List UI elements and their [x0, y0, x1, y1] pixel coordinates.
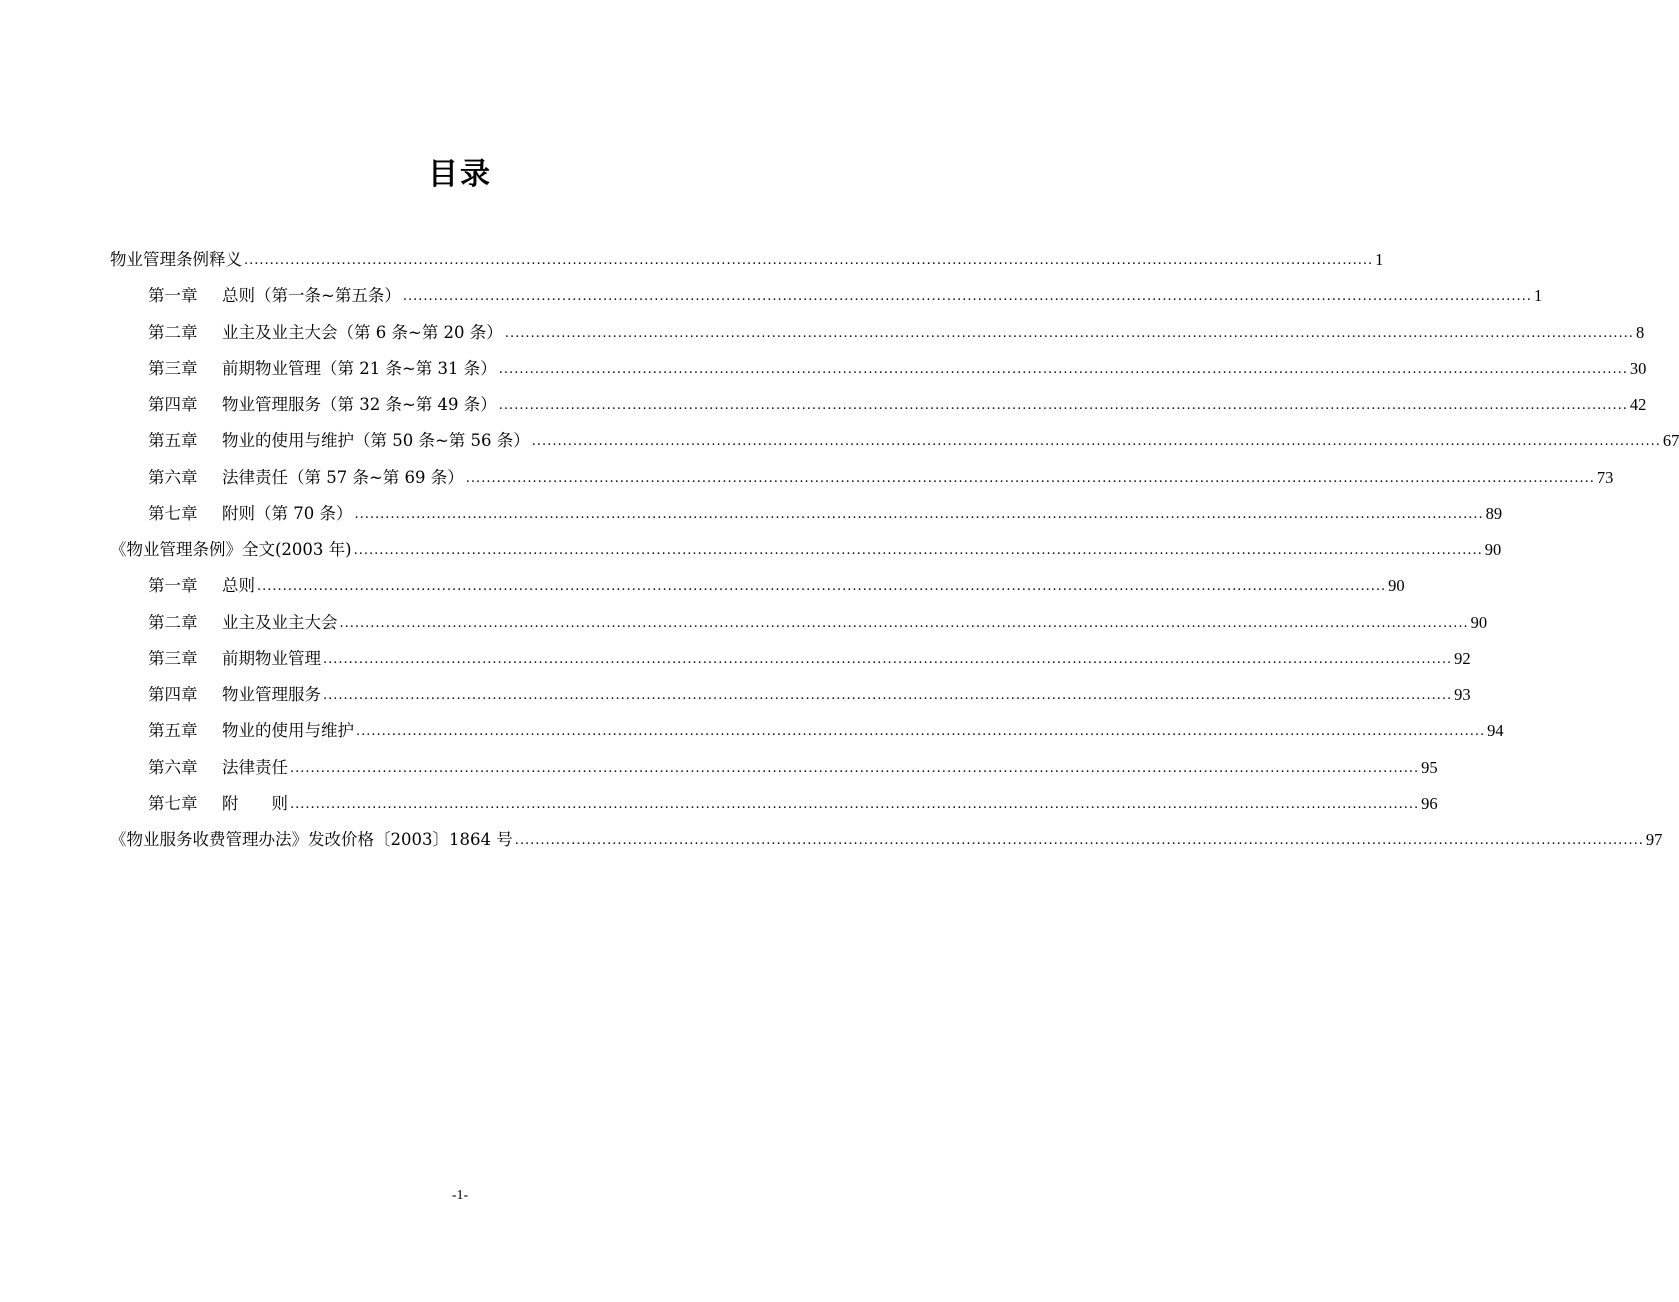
toc-entry-text	[148, 647, 323, 671]
toc-page-number: 8	[1635, 322, 1645, 342]
toc-chapter-label: 第七章	[148, 793, 198, 813]
toc-title: 附 则	[222, 793, 288, 813]
toc-entry[interactable]	[148, 744, 1438, 780]
toc-chapter-label: 第一章	[148, 576, 198, 596]
toc-dot-leader: ............................................................................................................................................................................................................................	[323, 651, 1453, 667]
toc-entry[interactable]	[148, 562, 1405, 598]
toc-page-number: 73	[1596, 467, 1614, 487]
toc-page-number: 97	[1645, 830, 1663, 849]
toc-entry[interactable]	[148, 780, 1438, 816]
toc-entry-text	[148, 756, 290, 780]
toc-title: 《物业服务收费管理办法》发改价格〔2003〕1864 号	[110, 830, 513, 849]
toc-page-number: 94	[1487, 721, 1504, 741]
toc-dot-leader: ............................................................................................................................................................................................................................	[514, 833, 1644, 848]
toc-dot-leader: ............................................................................................................................................................................................................................	[244, 253, 1374, 268]
toc-entry-text	[148, 321, 505, 345]
toc-page-number: 67	[1662, 431, 1679, 451]
toc-chapter-label: 第五章	[148, 431, 198, 451]
toc-dot-leader: ............................................................................................................................................................................................................................	[339, 615, 1469, 631]
toc-entry-text	[148, 719, 356, 743]
toc-title: 物业管理服务（第 32 条~第 49 条）	[222, 395, 497, 414]
toc-dot-leader: ............................................................................................................................................................................................................................	[498, 398, 1628, 413]
toc-chapter-label: 第四章	[148, 395, 198, 414]
toc-chapter-label: 第二章	[148, 612, 198, 632]
toc-dot-leader: ............................................................................................................................................................................................................................	[402, 289, 1532, 305]
toc-entry[interactable]	[148, 454, 1614, 490]
toc-entry[interactable]	[110, 526, 1502, 562]
toc-dot-leader: ............................................................................................................................................................................................................................	[465, 470, 1595, 486]
toc-chapter-label: 第六章	[148, 467, 198, 487]
toc-title: 法律责任	[222, 757, 288, 777]
page-number-footer: -1-	[451, 1188, 469, 1203]
toc-entry-text	[148, 284, 403, 308]
toc-entry[interactable]	[110, 816, 1663, 852]
toc-page-number: 93	[1454, 685, 1471, 704]
toc-dot-leader: ............................................................................................................................................................................................................................	[323, 688, 1453, 703]
toc-title: 《物业管理条例》全文(2003 年)	[110, 540, 352, 559]
toc-entry-text	[110, 248, 244, 272]
toc-entry-text	[148, 683, 323, 707]
toc-entry[interactable]	[148, 635, 1471, 671]
toc-page-number: 96	[1421, 793, 1438, 813]
toc-title: 总则	[222, 576, 255, 596]
toc-entry[interactable]	[148, 490, 1503, 526]
toc-page-number: 90	[1470, 612, 1488, 632]
toc-entry-text	[148, 611, 340, 635]
toc-title: 业主及业主大会（第 6 条~第 20 条）	[222, 322, 503, 342]
toc-dot-leader: ............................................................................................................................................................................................................................	[354, 506, 1484, 522]
toc-dot-leader: ............................................................................................................................................................................................................................	[498, 361, 1628, 377]
toc-entry-text	[148, 466, 466, 490]
toc-entry[interactable]	[148, 381, 1647, 417]
toc-entry-text	[110, 538, 354, 562]
toc-chapter-label: 第一章	[148, 286, 198, 306]
toc-entry[interactable]	[148, 345, 1647, 381]
toc-dot-leader: ............................................................................................................................................................................................................................	[290, 796, 1420, 812]
toc-chapter-label: 第五章	[148, 721, 198, 741]
toc-entry-text	[110, 828, 515, 852]
toc-title: 附则（第 70 条）	[222, 503, 353, 523]
toc-entry-text	[148, 357, 499, 381]
toc-entry-text	[148, 393, 499, 417]
toc-page-number: 92	[1454, 648, 1471, 668]
toc-dot-leader: ............................................................................................................................................................................................................................	[353, 543, 1483, 558]
toc-title: 物业的使用与维护（第 50 条~第 56 条）	[222, 431, 530, 451]
toc-entry[interactable]	[148, 671, 1471, 707]
toc-page-number: 90	[1388, 576, 1405, 596]
toc-entry-text	[148, 502, 355, 526]
toc-chapter-label: 第三章	[148, 648, 198, 668]
toc-title: 物业管理条例释义	[110, 250, 242, 269]
toc-chapter-label: 第二章	[148, 322, 198, 342]
toc-page-number: 1	[1375, 250, 1384, 269]
toc-title: 总则（第一条~第五条）	[222, 286, 401, 306]
toc-page-number: 95	[1421, 757, 1438, 777]
toc-title: 前期物业管理（第 21 条~第 31 条）	[222, 358, 497, 378]
toc-entry[interactable]	[148, 309, 1645, 345]
toc-dot-leader: ............................................................................................................................................................................................................................	[290, 760, 1420, 776]
toc-entry[interactable]	[110, 236, 1384, 272]
toc-entry[interactable]	[148, 707, 1504, 743]
toc-entry[interactable]	[148, 417, 1679, 453]
toc-title: 物业的使用与维护	[222, 721, 354, 741]
toc-title: 法律责任（第 57 条~第 69 条）	[222, 467, 464, 487]
toc-title: 物业管理服务	[222, 685, 321, 704]
toc-entry-text	[148, 429, 532, 453]
page-title: 目录	[428, 157, 492, 192]
toc-chapter-label: 第三章	[148, 358, 198, 378]
toc-page-number: 90	[1484, 540, 1502, 559]
toc-chapter-label: 第六章	[148, 757, 198, 777]
toc-entry-text	[148, 574, 257, 598]
toc-chapter-label: 第四章	[148, 685, 198, 704]
toc-entry-text	[148, 792, 290, 816]
toc-dot-leader: ............................................................................................................................................................................................................................	[504, 325, 1634, 341]
toc-entry[interactable]	[148, 272, 1543, 308]
toc-entry[interactable]	[148, 599, 1488, 635]
toc-page-number: 30	[1629, 358, 1647, 378]
toc-dot-leader: ............................................................................................................................................................................................................................	[257, 579, 1387, 595]
toc-page-number: 89	[1485, 503, 1503, 523]
toc-dot-leader: ............................................................................................................................................................................................................................	[356, 724, 1486, 740]
toc-page-number: 42	[1629, 395, 1647, 414]
toc-chapter-label: 第七章	[148, 503, 198, 523]
toc-dot-leader: ............................................................................................................................................................................................................................	[531, 434, 1661, 450]
toc-title: 前期物业管理	[222, 648, 321, 668]
toc-page-number: 1	[1533, 286, 1543, 306]
toc-title: 业主及业主大会	[222, 612, 338, 632]
